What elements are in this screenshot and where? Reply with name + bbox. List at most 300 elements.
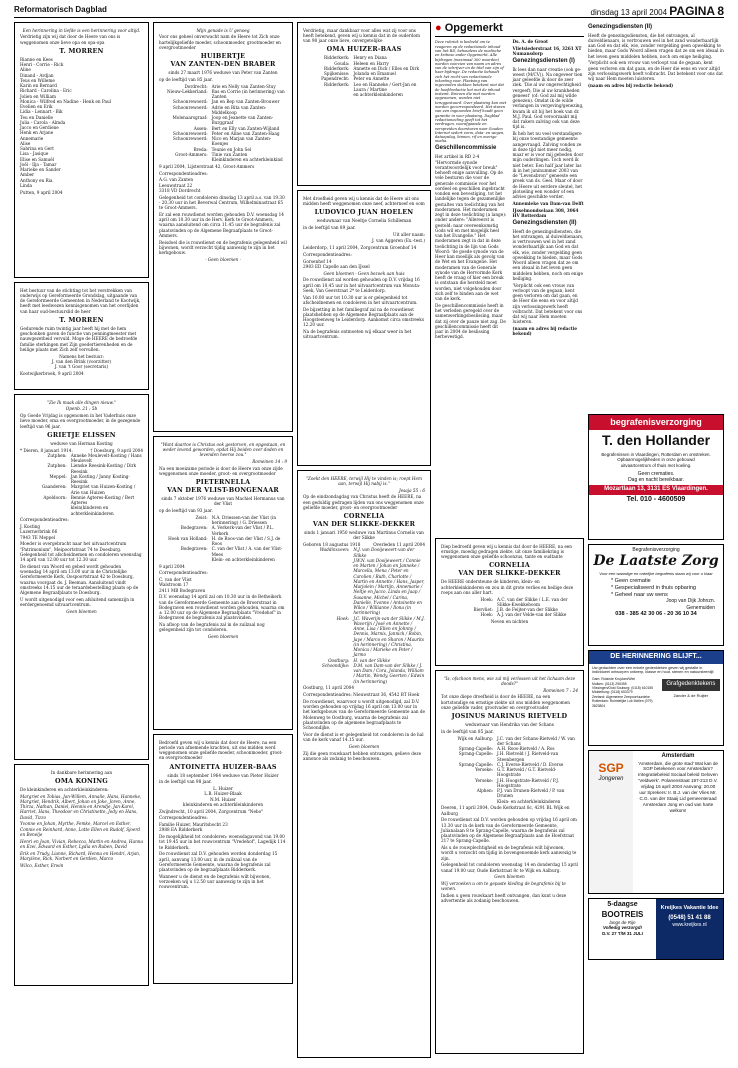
relative-row (159, 105, 287, 116)
family-member: Teus en Willeme (20, 77, 55, 83)
column-3 (297, 22, 431, 1062)
relatives (303, 55, 425, 97)
address-line: Walstroom 17 (159, 582, 189, 588)
text-1b: De geschillencommissie heeft in het verleden geregeld over de samenwerkingsbeslissing, maar dat zij over de pauze niet zag. De geschillencommissie heeft dit jaar in 2004 de beslissing herbevestigd. (435, 302, 506, 340)
relative-names: Heleen en Harry (353, 60, 389, 66)
motto-ref: Romeinen 7 : 24 (543, 687, 578, 693)
sgp-logo-top: SGP (598, 761, 624, 775)
family-member: Richard - Carolina - Eric (20, 88, 72, 94)
relative-place: Bodegraven: (180, 525, 208, 531)
ad-morren-board (14, 282, 149, 390)
age: in de leeftijd van 89 jaar. (303, 224, 356, 230)
relatives (159, 786, 287, 807)
relative-place: Zeist: (195, 514, 208, 520)
deceased-name-2: VAN DER SLIKKE-DEKKER (458, 569, 561, 578)
sgp-logo-sub: Jongeren (598, 776, 624, 782)
signer: J. van den Brink (voorzitter) (51, 358, 112, 364)
relative-row (20, 453, 143, 464)
relative-names: H. de Roos-van der Vlist / S.J. de Roos (211, 535, 281, 546)
ad-contact: Joop van Dijk Johnzn. (666, 598, 715, 605)
opgemerkt-title: ● Opgemerkt (435, 22, 584, 37)
intro: Op de eindzondagdag van Christus heeft de HEERE, na een geduldig gedragen lijden van ons weggenomen onze geliefde moeder, groot- en overgrootmoeder (303, 494, 424, 510)
ad-sub: langs de Rijn (609, 919, 636, 925)
names-5: Wilco, Esther, Erwin (20, 862, 64, 868)
relative-names: Anneke Meulevelt-Kosting / Hans Meulevelt (70, 452, 142, 463)
relative-row (303, 558, 425, 616)
intro: Voor ons geheel onverwacht nam de Heere tot Zich onze hartelijkgeliefde moeder, schoonmoeder, grootmoeder en overgrootmoeder (159, 34, 281, 50)
ad-address: Mozartlaan 13, 3131 ES Vlaardingen. (589, 485, 723, 495)
relative-names: Margriet van Huizen-Kosting / Arie van Huizen (70, 484, 136, 495)
opgemerkt-body (435, 39, 584, 340)
signer-3: (naam en adres bij redactie bekend) (512, 326, 578, 337)
place-date: 9 april 2004, Lijsterstraat 42, Groot-Ammers (159, 163, 255, 169)
ad-kreijkes (588, 898, 724, 960)
relative-place: Schoonrewoerd: (172, 104, 208, 110)
column-5 (588, 22, 724, 964)
relative-names: J.W.N. van Dooijeweert / Connie en Marten / Johan en Janneke / Marcella, Mena / Peter en Carolien / Ruth, Charlotte / Martin en Annette / Hans, Jasper, Marjolein / Martijn, Annemarie / Neltje en Jacco, Linda en Jaap / Susanne, Michel / Carina, Danielle, Yvonne / Antoinette en Wilco / Willianne / Ilona (in herinnering) (353, 557, 425, 616)
column-2 (153, 22, 293, 988)
relative-names: Leo en Hanneke / Gert-Jan en Laura / Martine (353, 81, 417, 92)
motto: "Zoekt den HEERE, terwijl Hij te vinden is; roept Hem aan, terwijl Hij nabij is." (306, 475, 422, 486)
relative-names: Bas en Corrie (in herinnering) van Zanten (211, 88, 285, 99)
from: J. van Aggeren (Ex.-test.) (371, 238, 425, 244)
intro: Verdrietig zijn wij dat door de Heere van ons is weggenomen onze lieve opa en opa-opa (20, 34, 121, 45)
address (20, 524, 143, 540)
relative-names: Henry en Diana (353, 55, 387, 61)
relative-row (159, 515, 287, 526)
ad-contact-line: Molken: (0113) 296355 (592, 681, 627, 686)
family-member: Anthony en Ria (20, 177, 53, 183)
relative-row (159, 136, 287, 147)
text-3b: 'Verplicht ook een vrouw van verloopt van de gegaan, kent geen verloren om dat gaan, en de Heer die eens en voor altijd zijn verlossingswerk heeft volbracht. Dat betekent voor ons dat wij naar Hem moeten luisteren. (512, 282, 583, 325)
age: op de leeftijd van 93 jaar. (159, 508, 213, 513)
relative-names: J.C. van der Schans-Rietveld / W. van der Schans (497, 735, 575, 746)
relative-place (303, 92, 349, 97)
relative-place: Schoonrewoerd: (172, 99, 208, 105)
relative-place: Hoek: (480, 596, 494, 602)
relative-place: Waddinxveen: (319, 547, 350, 553)
relative-row (20, 505, 143, 516)
relative-names: Joop en Jeanette van Zanten-Burggraaf (211, 115, 274, 126)
relative-row (20, 484, 143, 495)
relative-names: A.H. Roos-Rietveld / A. Ros (497, 746, 555, 751)
place-date: Putten, 9 april 2004 (20, 189, 63, 195)
family-member: Lisa - Jasique (20, 151, 49, 157)
deceased-name: ANTOINETTA HUIZER-BAAS (169, 762, 277, 771)
names-1: Margriet en Tobias, Jan-Willem, Annalie, Hans, Hanneke, Margriet, Hendrik, Albert, Johan en Joke, Joren, Anne, Thirza, Nathan, Daniel, Hennis en Arendje, Jan-Karel, Harriet, Hans, Theodoor en Christinette, Jody en Hans, David, Tizzo (20, 793, 142, 820)
address-label: Correspondentieadres: (20, 517, 69, 523)
closing: Geen bloemen (207, 634, 239, 639)
address-line: 2988 EA Ridderkerk (159, 827, 203, 833)
ad-bullets (589, 578, 723, 599)
family-member: Annemarie (20, 135, 44, 141)
address-label: Correspondentieadres: (159, 815, 208, 821)
family-member: Jacco en Gerdiene (20, 125, 59, 130)
address-line: 2411 MB Bodegraven (159, 587, 206, 593)
family-member: Henri - Corrie - Rick (20, 62, 64, 67)
signer-2-address: IJsselmondselaan 308, 3064 HV Rotterdam (512, 207, 579, 218)
address-label: Correspondentieadres: (159, 170, 208, 176)
ad-sgp-jongeren (588, 750, 724, 894)
sgp-text-block (633, 751, 723, 893)
deceased-name-2: VAN DER VLIST-BONGENAAR (167, 486, 279, 494)
deceased-name: T. MORREN (59, 315, 104, 324)
relatives (303, 547, 425, 684)
relatives (159, 515, 287, 562)
ad-laatste-zorg (588, 544, 724, 646)
relative-names: J.H. Hoogstrate-Rietveld / P.J. Hoogstrate (497, 777, 559, 788)
relative-row (303, 663, 425, 684)
ad-contact-line: Vlissingen/Oost Souburg: (0118) 610155 (592, 686, 654, 691)
family-list (20, 57, 143, 188)
relative-row (441, 767, 578, 778)
relative-place: Gaanderen: (41, 484, 67, 490)
deceased-name-1: CORNELIA (489, 561, 530, 570)
address-label: Correspondentieadres: Nieuwstraat 36, 4542 BT Hoek (303, 692, 420, 697)
text: De kleinkinderen en achterkleinkinderen: (20, 786, 109, 792)
relative-place: Papendrecht: (321, 76, 350, 82)
relative-names: Teunie en John Sel (211, 146, 252, 152)
relative-names: en achterkleinkinderen (353, 92, 403, 97)
heading-2: Genezingsdiensten (I) (512, 57, 575, 64)
relative-place: Breda: (193, 146, 208, 152)
ad-brand: Kreijkes Vakantie Idee (660, 905, 719, 911)
relative-names: Bert en Elly van Zanten-Wijland (211, 125, 280, 131)
ad-title: 5-daagse (607, 901, 638, 908)
text-1: Het artikel in RD 2-4 "Hervormde synode verantwoordelijk voor breuk" behoeft enige aanvulling. Op de vele besturen die voor de generale commissie voor het oordeel en geschillen ingebracht vonden een bevestiging, tot het landelijke tegen de gezamenlijke gestaltes van toelichting van het moderamen. Het moderamen zegt in deze toelichting (a lange): onder andere: "Allereerst is gesteld: naar overeenkomstig Gods wil en met mogelijk heel van het Evangelie." Het moderamen zegt in dat in deze toelichting in de lijn van Gods Woord: 'de goede synode van de Heer kan moeilijk als gevolg van de Wet en het Evangelie. Het moderamen van de Generale synode van de Hervormde Kerk heeft de vraag of hier een breuk is ontstaan die hersteld moet worden, niet volgehouden door zich zelf te binden aan de wet van de kerk. (435, 154, 507, 301)
intro: Tot onze diepe droefheid is door de HEERE, na een kortstondige en ernstige ziekte uit ons midden weggenomen onze geliefde vader, grootvader en overgrootvader (441, 694, 570, 710)
family-member: Amber (20, 172, 35, 178)
motto: "Want daartoe is Christus ook gestorven, en opgestaan, en weder levend geworden, opdat Hij beiden over doden en levenden heerse zou." (160, 441, 286, 457)
relative-place: Zutphen: (47, 463, 67, 469)
relative-row (441, 597, 578, 608)
relative-row (441, 751, 578, 762)
motto: "Zie Ik maak alle dingen nieuw." (47, 399, 116, 405)
ad-brand-block (659, 677, 723, 708)
body-4: Na de begrafenis ontmoeten wij elkaar weer in het uitvaartcentrum. (303, 329, 412, 340)
issue-date: dinsdag 13 april 2004 (590, 8, 668, 17)
intro: In dankbare herinnering aan (50, 769, 113, 775)
opgemerkt-intro: Deze rubriek is bedoeld om te reageren op de redactionele inhoud van het RD, behoudens de medische en kritiese ander Opgemerkt. Alle bijdragen (maximaal 300 woorden) worden voorzien van naam en adres van de schrijver en de titel van zijn of haar bijdrage. De redactie behoudt zich het recht van redactionele inkorting voor. Plaatsing van ingezonden stukken betekent niet dat de hoofdredactie het met de inhoud instemt. Brieven die niet worden opgenomen, worden niet teruggestuurd. Over plaatsing kan niet worden gecorrespondeerd. Het sturen van een ingezonden brief houdt geen garantie in voor plaatsing. Dagblad redactioneeling geeft tot het verdragen, voorafgaande en verspreiden doorsturen naar Gouden Internet sedert vorm, data- en wegen, dataopslag, binnen, rif en overige media. (435, 40, 507, 144)
relative-names: P.J. van Drunen-Rietveld / P. van Drunen (497, 788, 565, 799)
opgemerkt-mark-icon: ● (435, 22, 442, 34)
subtitle: sinds 7 oktober 1976 weduwe van Machiel Hermanus van der Vlist (161, 496, 285, 507)
ad-grafgedenktekens (588, 650, 724, 746)
relative-names: J.C. Waverijn-van der Slikke / M.J. Waverijn / José en Annette / Anne, Lisa / Ellen en Johnny / Dennis, Marnix, Jannick / Robin, Jaye / Marco en Sharon / Maurits (in herinnering) / Christina, Monica / Marieke en Peter / Jarmo (353, 615, 425, 658)
motto: Mijn genade is U genoeg (196, 27, 250, 33)
relative-names: Annette en Dick / Elles en Dirk (353, 65, 420, 71)
relative-place: Spijkenisse: (323, 71, 350, 76)
family-member: Rianne en Kees (20, 56, 53, 62)
relative-place: Wijk en Aalburg: (457, 735, 494, 741)
ad-hoelen (297, 190, 431, 466)
relative-row (159, 115, 287, 126)
closing: Geen bloemen (494, 874, 525, 880)
born: Geboren 18 augustus 1918 (303, 542, 361, 547)
text-3: Heeft de genezingsdiensten, die het ontvangen, al duiveldienaars, is vertrouwen wel in het zand wonderbaarlijk aan God en dat elk, wie, zonder vergelding geen opwekking te bieden, maar Gods Woord alleen vragen dat ze om een ideaal in het leven geen middelen hebben, noch om enige heiliging. (512, 228, 584, 281)
subtitle: weduwnaar van Hendrika van der Schans (465, 722, 554, 727)
relative-place: Hoek: (336, 615, 350, 621)
relative-names: Bennie Agteres-Kosting / Bert Agteres (70, 494, 135, 505)
relative-place: Schoonrewoerd: (172, 130, 208, 136)
subtitle: sinds 18 september 1964 weduwe van Pieter Huizer (167, 772, 279, 778)
ad-top: Begrafenisverzorging (632, 547, 680, 553)
relative-place: Hoek: (480, 612, 494, 618)
relative-names: A. Verkerk-van der Vlist / P.L. Verkerk (211, 525, 274, 536)
relative-place: Sprang-Capelle: (458, 761, 494, 767)
ad-line: uitvaartcentrum of thuis met koeling. (620, 463, 692, 469)
body-1: D.V. woensdag 14 april zal om 10.30 uur in de Betheikerk van de Gereformeerde Gemeente aan de Broerstraat in Bodegraven een rouwdienst worden gehouden, waarna om ± 12.00 uur op de Algemene Begraafplaats "Vredehof" in Bodegraven de begrafenis zal plaatsvinden. (159, 594, 285, 621)
relative-place: Hoek van Holland: (168, 535, 208, 541)
ad-contact-line: Zeeland: Algemeene Zeepoortuurdeke (592, 694, 650, 699)
relative-names: Jan en Bep van Zanten-Brouwer (211, 99, 280, 105)
died: † Doesburg, 9 april 2004 (90, 447, 143, 453)
relative-names: Jan Kosting / Janny Kosting-Reesink (70, 473, 130, 484)
relatives (20, 453, 143, 516)
relative-names: C.J. Everse-Rietveld / D. Everse (497, 761, 564, 767)
ad-title-2: BOOTREIS (601, 909, 644, 919)
relative-row (159, 546, 287, 557)
deceased-name-1: HUIBERTJE (200, 52, 246, 60)
opgemerkt-section (435, 22, 584, 534)
closing: Neven en nichten (490, 619, 529, 624)
deceased-name: LUDOVICO JUAN HOELEN (314, 208, 414, 216)
deceased-name: OMA KONING (55, 776, 108, 785)
body-3: De bijzetting in het familiegraf zal na de rouwdienst plaatshebben op de Algemene Begraafplaats aan de Hoogsteenweg te Leiderdorp. Aankomst circa omstreeks 12.20 uur. (303, 306, 424, 328)
body-1: De rouwdienst zal worden gehouden op D.V. vrijdag 16 april om 10.45 uur in het uitvaartcentrum van Monuta-Seek, Van Geerstraat 2* te Leiderdorp. (303, 277, 421, 293)
relative-place (441, 799, 493, 804)
closing: Geen bloemen - Geen bezoek aan huis (323, 270, 405, 276)
address-line: 2983 ED Capelle aan den IJssel (303, 263, 370, 269)
relative-names: Nico en Marjan van Zanten-Koenjes (211, 136, 272, 147)
family-member: Monica - Wilfred en Nadine - Henk en Paul (20, 98, 112, 104)
page-number: 8 (717, 4, 724, 18)
family-member: Dinand - Ardjan (20, 72, 54, 78)
sgp-logo (589, 751, 633, 893)
relative-names: Arie en Nelly van Zanten-Stuy (211, 83, 276, 89)
ad-line: Opbaarmogelijkheden in onze gebouwd (617, 457, 695, 463)
motto-ref: Romeinen 14 : 9 (252, 458, 287, 464)
body-3: Zij die geen rouwkaart hebben ontvangen, gelieve deze annonce als zodanig te beschouwen. (303, 750, 422, 761)
ad-brand: T. den Hollander (601, 432, 711, 449)
ad-huizer-baas (153, 734, 293, 984)
address-line: Leeuwstraat 22 (159, 182, 193, 188)
relative-row (441, 612, 578, 617)
relatives (441, 736, 578, 804)
ad-slogan: Voor een waardige en ordelijke begrafenis staan wij voor u klaar (599, 570, 713, 576)
ad-body (589, 677, 723, 708)
relative-row (20, 474, 143, 485)
family-member: Lidia - Lennart - Bik (20, 109, 63, 115)
page-header (14, 4, 724, 18)
ad-rietveld (435, 670, 584, 1054)
body-2: Van 10.00 uur tot 10.30 uur is er gelegenheid tot afscheidnemen en condoleren in het uitvaartcentrum. (303, 294, 418, 305)
born: * Dieren, 8 januari 1914. (20, 447, 73, 453)
relative-place: Oostburg: (328, 657, 350, 663)
relative-names: N.J. van Dooijeweert-van der Slikke (353, 547, 415, 558)
heading-1: Geschillencommissie (435, 145, 497, 152)
relative-place: Gouda: (334, 60, 350, 66)
text-3b-repeat: 'Verplicht ook een vrouw van verloopt van de gegaan, kent geen verloren om dat gaan, en de Heer die eens en voor altijd zijn verlossingswerk heeft volbracht. Dat betekent voor ons dat wij naar Hem moeten luisteren. (588, 60, 723, 81)
place-date: Kootwijkerbroek, 9 april 2004 (20, 370, 84, 376)
relative-place (159, 557, 208, 562)
address-line: Luzernerbrink 66 (20, 529, 58, 535)
relative-place: Assen: (193, 125, 208, 131)
family-member: Alise (20, 140, 31, 146)
relative-place: Meppel: (49, 473, 67, 479)
relative-names: D.M. van Dam-van der Slikke / J. van Dam / Cora, Jolanda, William / Martin, Wendy, Geerten / Edwin (in herinnering) (353, 662, 425, 684)
body-2: Als u de rouwplechtigheid en de begrafenis wilt bijwonen, wordt u verzocht om tijdig in bovengenoemde kerk aanwezig te zijn. (441, 845, 577, 861)
motto-ref: Openb. 21 : 5b (65, 406, 98, 412)
ad-brand-sub: Zander & de Ruijter (673, 692, 709, 698)
body-3: Wanneer u de dienst en de begrafenis wilt bijwonen, verzoeken wij u 12.50 uur aanwezig te zijn in het rouwcentrum. (159, 873, 271, 890)
relative-names: J.B. de Feijter-van der Slikke (497, 607, 558, 612)
ad-text: Uw gedachten over een enkele gedenkteken geven wij gestalte in individueel ontworpen ontwerp, klasse en hout, stenen en natuursteenlijf. (592, 665, 715, 675)
body-1: De mogelijkheid tot condoleren: woensdagavond van 19.00 tot 19.45 uur in het rouwcentrum "Vredehof", Lagedijk 114 te Ridderkerk. (159, 834, 286, 850)
relative-row (159, 89, 287, 100)
text-3-repeat: Heeft de genezingsdiensten, die het ontvangen, al duiveldienaars, is vertrouwen wel in het zand wonderbaarlijk aan God en dat elk, wie, zonder vergelding geen opwekking te bieden, maar Gods Woord alleen vragen dat ze om een ideaal in het leven geen middelen hebben, noch om enige heiliging. (588, 32, 724, 59)
subtitle: weduwe van Herman Kosting (50, 440, 113, 446)
relative-place: Apeldoorn: (43, 494, 67, 500)
body-5: Indien u geen rouwkaart heeft ontvangen, dan kunt u deze advertentie als zodanig beschouwen. (441, 893, 567, 904)
place-date: Deeren, 11 april 2004, Oude Kerkstraat 8c, 4291 BL Wijk en Aalburg (441, 805, 570, 816)
relative-names: L.B. Huizer-Blaak (204, 791, 242, 797)
family-member: Julia - Carola - Almda (20, 119, 66, 125)
relatives (159, 84, 287, 163)
place-date: Zwijndrecht, 10 april 2004, Zorgcentrum "Nebo" (159, 808, 264, 814)
text: De HEERE ondersteune de kinderen, klein- en achterkleinkinderen en zou in dit grote verlies en heilige deze roeps aan ons aller hart. (441, 579, 574, 595)
deceased-name-1: PIETERNELLA (195, 478, 251, 486)
family-member: Henk en Arjane (20, 130, 54, 136)
ad-place: Genemuiden (686, 604, 715, 611)
signers (20, 354, 143, 370)
page-label: PAGINA (669, 4, 716, 18)
signer-3-repeat: (naam en adres bij redactie bekend) (588, 82, 674, 88)
relative-names: L. Huizer (213, 786, 233, 791)
family-member: Teu en Danielle (20, 114, 54, 120)
relative-row (159, 157, 287, 162)
ad-contact-line: Middelburg: (0118) 653379 (592, 690, 633, 695)
relative-names: kleinkinderen en achterkleinkinderen (182, 801, 264, 807)
relative-row (159, 536, 287, 547)
names-3: Henri en Joan, Vivian, Rebecca, Martin en Andrea, Hanna en Ezei, Edward en Esther, Lydia en Ruben, David (20, 838, 143, 849)
address (159, 577, 287, 593)
deceased-name-1: CORNELIA (343, 512, 385, 520)
address-line: A.G. van Zanten (159, 177, 194, 183)
body-2: De dienst van Woord en gebed wordt gehouden woensdag 14 april om 13.00 uur in de Christelijke Gereformeerde Kerk, Oospoortstraat 42 te Doesburg, waarna voorgaat ds. J. Beeman. Aansluitend vindt omstreeks 14.15 uur de teraardebestelling plaats op de Algemene Begraafplaats te Doesburg. (20, 563, 139, 595)
deceased-name-2: VAN DER SLIKKE-DEKKER (312, 520, 416, 528)
ad-title: DE HERINNERING BLIJFT... (589, 651, 723, 664)
motto: "Is, ofschoon mens, wie zal mij verlossen uit het lichaam deze doods?" (443, 675, 576, 686)
family-member: Joël - Ilja - Tamar (20, 161, 57, 167)
column-4 (435, 22, 584, 1058)
ad-den-hollander (588, 414, 724, 540)
ad-sub-2: Volledig verzorgd! (602, 925, 643, 931)
relative-row (20, 495, 143, 506)
relative-place: Groot-Ammers: (175, 151, 208, 157)
relative-row (159, 525, 287, 536)
place-date: Leiderdorp, 11 april 2004, Zorgcentrum Groenhof 14 (303, 245, 417, 250)
ad-elissen (14, 394, 149, 760)
newspaper-name: Reformatorisch Dagblad (14, 5, 107, 14)
ad-brand: Grafgedenktekens (662, 679, 720, 691)
relative-place: Sprang-Capelle: (458, 751, 494, 757)
relative-names: A.C. van der Slikke / L.E. van der Slikke-Kwekkeboom (497, 596, 568, 607)
signer-2: Annemieke van Dam-van Delft (512, 200, 584, 206)
address-line: Gorsenhof 14 (303, 258, 332, 264)
text-2b: Ik heb het nu veel verstandigere bij onze toestandige gemeente aangevraagd. Zalving vonden ze in deze tijd niet meer nodig, maar er is voor mij gebeden door mijn ouderlingen. Toch werd ik niet beter. Een half jaar later las ik in het juninummer 2003 van de "Levensbron" geneeste een preek van ds. Geel. Maar of door de Heere uit eerdere sleutel, het plotseling een wonder of een advies geschikte verder. (512, 131, 584, 199)
ad-van-der-vlist (153, 436, 293, 730)
deceased-name-2: VAN ZANTEN-DEN BRABER (170, 60, 276, 68)
ad-oma-huizer (297, 22, 431, 186)
ad-cremation: Geen crematies. (637, 470, 675, 477)
relative-names: G.T. Rietveld / G.T. Rietveld-Hoogstrate (497, 767, 557, 778)
board-text-2: Gedurende ruim twintig jaar heeft hij met de hem geschonken gaven de functie van penningmeester met nauwgezetheid vervuld. Moge de HEERE de bedroefde familie sterkingen met Zijn goedertierenheden en de heilige plaats met Zich zelf vervullen. (20, 325, 138, 352)
relative-row (441, 799, 578, 804)
intro: Diep bedroefd geven wij u kennis dat door de HEERE, na een ernstige, moedig gedragen ziekte, uit onze familiekring is weggenomen onze geliefde schoonzus, tante en oudtante (441, 543, 572, 559)
ad-brand: De Laatste Zorg (593, 553, 719, 570)
relative-row (441, 736, 578, 747)
intro: Met droefheid geven wij u kennis dat de Heere uit ons midden heeft weggenomen onze neef, achterneef en oom (303, 195, 425, 206)
relative-row (159, 557, 287, 562)
signer: Namens het bestuur: (59, 353, 104, 359)
ad-van-der-slikke (297, 470, 431, 1058)
kreijkes-right (656, 899, 723, 959)
relative-place: Ridderkerk: (324, 55, 350, 61)
names-2: Yvonne en Johan, Myrthe, Femke, Marcel en Esther, Connie en Reinhard, Anne, Lotte Ellen en Rudolf, Sjoerd en Benelje (20, 821, 141, 837)
relative-row (303, 92, 425, 97)
family-member: Elise en Samuël (20, 156, 55, 162)
intro: Na een moeizame periode is door de Heere van onze zijde weggenomen onze moeder, groot- en overgrootmoeder (159, 465, 283, 476)
address (159, 822, 287, 833)
column-5-text (588, 22, 724, 408)
address-label: Correspondentieadres: (303, 251, 352, 257)
age: op de leeftijd van 85 jaar. (159, 76, 213, 82)
subtitle: sinds 1 januari 1950 weduwe van Martinus Cornelis van der Slikke (304, 530, 424, 541)
relative-names: Peter en Aline van Zanten-Haag (211, 130, 280, 136)
relative-names: Klein- en achterkleinkinderen (497, 798, 561, 804)
relative-names: A.J. van der Velde-van der Slikke (497, 612, 567, 618)
ad-top: begrafenisverzorging (589, 415, 723, 430)
page-info (591, 4, 724, 18)
relative-names: Peter en Annette (353, 76, 390, 82)
sgp-text: 'Amsterdam, die grote stad' Wat kan de SGP betekenen voor Amsterdam? Integratiebeleid Sociaal beleid Geloven 'Veldwerk'. Polanenstraat 197-213 D.V. vrijdag 16 april 2004 Aanvang: 20.00 uur Sprekers: Ir. B.J. van der Vlies Mr. C.G. van der Staaij Lid gemeenteraad Amsterdam Jong en oud van harte welkom! (638, 760, 718, 814)
address-line: J. Kosting (20, 524, 41, 529)
body-3: U wordt uitgenodigd voor een afsluitend samenzijn in eerdergenoemd uitvaartcentrum. (20, 596, 135, 607)
subtitle: weduwnaar van Neeltje Cornelia Schilleman (316, 218, 412, 223)
relative-place (303, 558, 349, 616)
ad-bullet: * Geen crematie (611, 577, 651, 584)
body-1: De rouwdienst zal D.V. worden gehouden op vrijdag 16 april om 13.30 uur in de kerk van de Gereformeerde Gemeente, Julianalaan 8 te Sprang-Capelle, waarna de begrafenis zal plaatsvinden op de Algemene Begraafplaats aan de Hoefstraat 217 te Sprang-Capelle. (441, 817, 577, 844)
ad-oma-koning (14, 764, 149, 986)
body-2: Na afloop van de begrafenis zal in de zuilzaal nog gelegenheid zijn tot condoleren. (159, 622, 265, 633)
family-member: Marieke en Sander (20, 167, 61, 172)
deceased-name: T. MORREN (59, 46, 104, 55)
relative-place (20, 505, 67, 516)
ad-line: Begrafenissen in Vlaardingen, Rotterdam en omstreken. (601, 451, 711, 457)
ad-cornelia-family (435, 538, 584, 666)
body-3: Reisdoel die is rouwdienst en de begrafenis gelegenheid wil bijwonen, wordt verzocht tijdig aanwezig te zijn in het kerkgebouw. (159, 239, 287, 255)
relative-place: Schoondijke: (321, 662, 350, 668)
address-line: C. van der Vlist (159, 577, 192, 582)
intro: Verdrietig, maar dankbaar voor alles wat zij voor ons heeft betekend, geven wij u kennis dat in de ouderdom van 98 jaar onze lieve, onvergetelijke (303, 27, 421, 43)
relative-row (303, 547, 425, 558)
ad-contact-line: Gam: Rolande Krujdum/Wiel (592, 677, 635, 682)
relative-place: Nieuw-Lekkerland: (167, 88, 208, 94)
family-member: Jolien en William (20, 93, 56, 99)
relative-names: J.H. Rietveld / J. Rietveld-van Steenbergen (497, 751, 559, 762)
kreijkes-left (589, 899, 656, 959)
